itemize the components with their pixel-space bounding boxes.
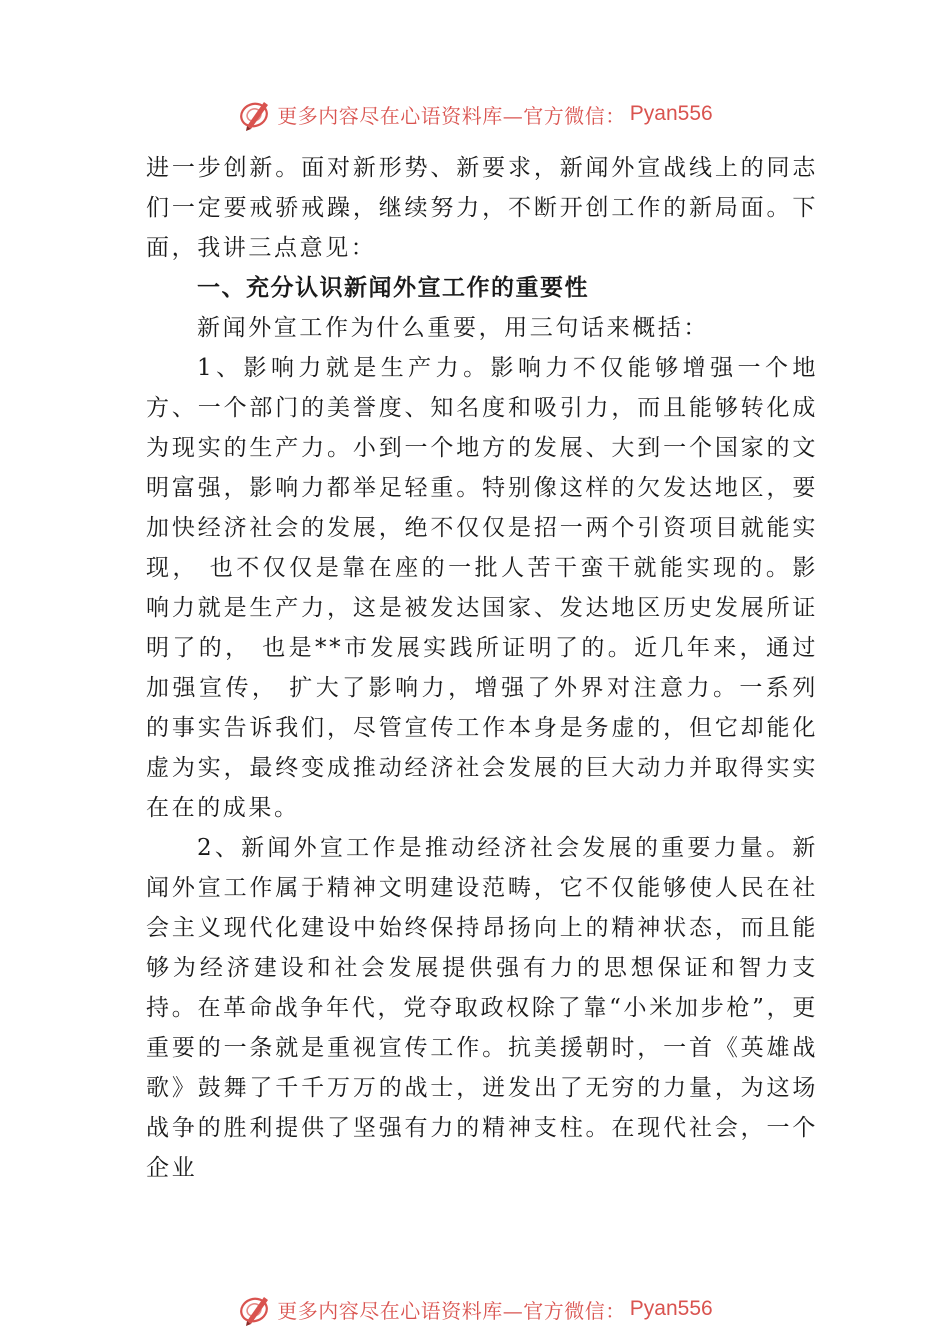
wechat-id: Pyan556 <box>629 1297 713 1320</box>
header-banner <box>0 94 950 134</box>
pen-swirl-logo-icon <box>237 1291 273 1327</box>
footer-banner <box>0 1289 950 1329</box>
pen-swirl-logo-icon <box>237 96 273 132</box>
lead-paragraph: 新闻外宣工作为什么重要，用三句话来概括： <box>197 315 709 341</box>
intro-paragraph: 进一步创新。面对新形势、新要求，新闻外宣战线上的同志们一定要戒骄戒躁，继续努力，不断开创工作的新局面。下面，我讲三点意见： <box>146 155 818 261</box>
promo-text: 更多内容尽在心语资料库—官方微信： <box>277 1298 626 1323</box>
point-1-paragraph: 1、影响力就是生产力。影响力不仅能够增强一个地方、一个部门的美誉度、知名度和吸引力，而且能够转化成为现实的生产力。小到一个地方的发展、大到一个国家的文明富强，影响力都举足轻重。特别像这样的欠发达地区，要加快经济社会的发展，绝不仅仅是招一两个引资项目就能实现， 也不仅仅是靠在座的一批人苦干蛮干就能实现的。影响力就是生产力，这是被发达国家、发达地区历史发展所证明了的， 也是**市发展实践所证明了的。近几年来，通过加强宣传， 扩大了影响力，增强了外界对注意力。一系列的事实告诉我们，尽管宣传工作本身是务虚的，但它却能化虚为实，最终变成推动经济社会发展的巨大动力并取得实实在在的成果。 <box>146 355 818 821</box>
wechat-id: Pyan556 <box>629 102 713 125</box>
promo-text: 更多内容尽在心语资料库—官方微信： <box>277 103 626 128</box>
section-heading: 一、充分认识新闻外宣工作的重要性 <box>197 275 589 301</box>
document-body <box>146 148 818 1188</box>
point-2-paragraph: 2、新闻外宣工作是推动经济社会发展的重要力量。新闻外宣工作属于精神文明建设范畴，它不仅能够使人民在社会主义现代化建设中始终保持昂扬向上的精神状态，而且能够为经济建设和社会发展提供强有力的思想保证和智力支持。在革命战争年代，党夺取政权除了靠“小米加步枪”，更重要的一条就是重视宣传工作。抗美援朝时，一首《英雄战歌》鼓舞了千千万万的战士，迸发出了无穷的力量，为这场战争的胜利提供了坚强有力的精神支柱。在现代社会，一个企业 <box>146 835 818 1181</box>
